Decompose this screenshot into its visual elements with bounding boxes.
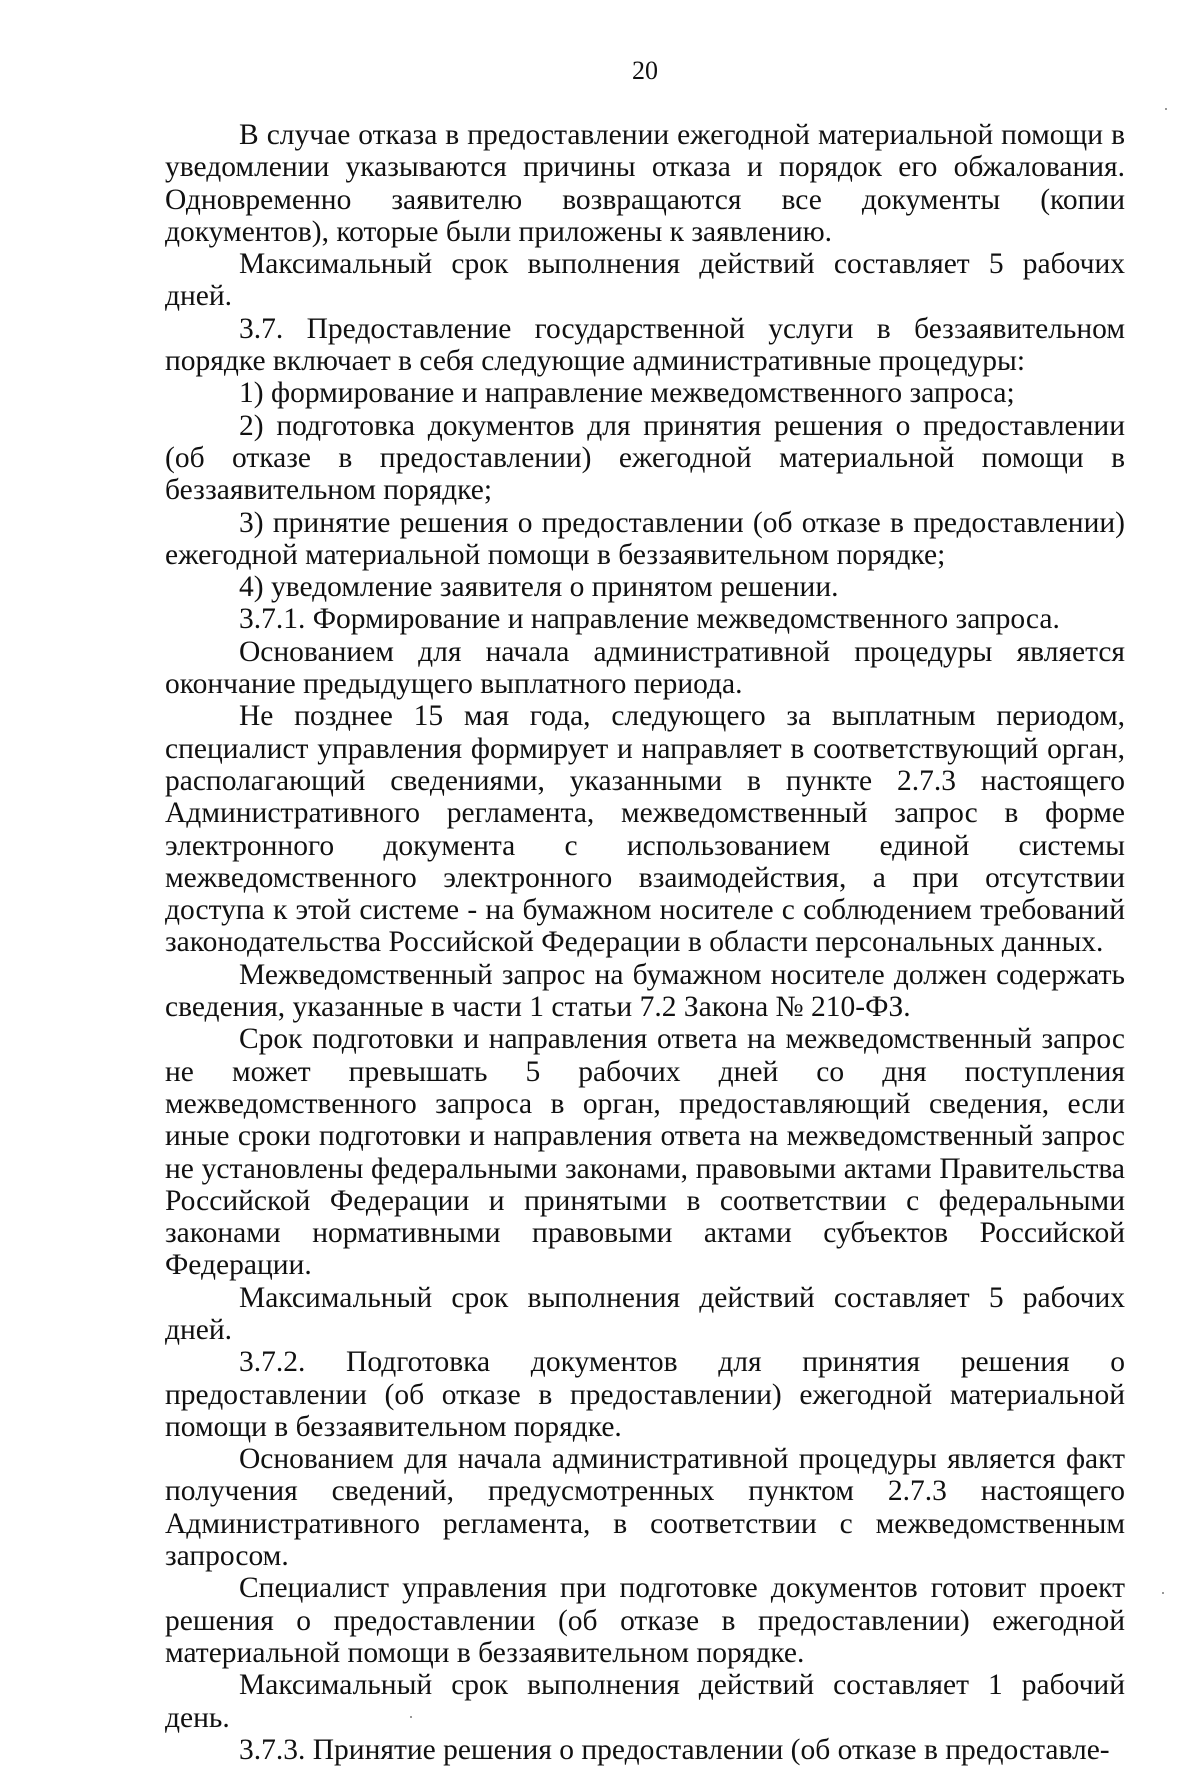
paragraph: Основанием для начала административной процедуры является факт получения сведений, предусмотренных пунктом 2.7.3 настоящего Административного регламента, в соответствии с межведомственным запросом. [165,1443,1125,1573]
list-item: 4) уведомление заявителя о принятом решении. [239,571,839,604]
paragraph: Максимальный срок выполнения действий составляет 5 рабочих дней. [165,248,1125,313]
list-item: 2) подготовка документов для принятия решения о предоставлении (об отказе в предоставлении) ежегодной материальной помощи в беззаявительном порядке; [165,409,1125,507]
section-heading: 3.7.2. Подготовка документов для принятия решения о предоставлении (об отказе в предоставлении) ежегодной материальной помощи в беззаявительном порядке. [165,1346,1125,1443]
paragraph: В случае отказа в предоставлении ежегодной материальной помощи в уведомлении указываются причины отказа и порядок его обжалования. Одновременно заявителю возвращаются все документы (копии документов), которые были приложены к заявлению. [165,119,1125,248]
paragraph: Специалист управления при подготовке документов готовит проект решения о предоставлении (об отказе в предоставлении) ежегодной материальной помощи в беззаявительном порядке. [165,1572,1125,1669]
section-heading: 3.7.1. Формирование и направление межведомственного запроса. [239,603,1060,636]
paragraph: Максимальный срок выполнения действий составляет 5 рабочих дней. [165,1281,1125,1346]
scan-speck [1162,1592,1164,1594]
document-body [165,119,1125,1766]
paragraph: 3.7. Предоставление государственной услуги в беззаявительном порядке включает в себя следующие административные процедуры: [165,312,1125,378]
paragraph: Не позднее 15 мая года, следующего за выплатным периодом, специалист управления формирует и направляет в соответствующий орган, располагающий сведениями, указанными в пункте 2.7.3 настоящего Административного регламента, межведомственный запрос в форме электронного документа с использованием единой системы межведомственного электронного взаимодействия, а при отсутствии доступа к этой системе - на бумажном носителе с соблюдением требований законодательства Российской Федерации в области персональных данных. [165,700,1125,959]
paragraph: Срок подготовки и направления ответа на межведомственный запрос не может превышать 5 рабочих дней со дня поступления межведомственного запроса в орган, предоставляющий сведения, если иные сроки подготовки и направления ответа на межведомственный запрос не установлены федеральными законами, правовыми актами Правительства Российской Федерации и принятыми в соответствии с федеральными законами нормативными правовыми актами субъектов Российской Федерации. [165,1023,1125,1282]
paragraph: Максимальный срок выполнения действий составляет 1 рабочий день. [165,1669,1125,1734]
list-item: 3) принятие решения о предоставлении (об отказе в предоставлении) ежегодной материальной помощи в беззаявительном порядке; [165,506,1125,571]
page-number: 20 [632,56,658,85]
list-item: 1) формирование и направление межведомственного запроса; [239,377,1015,410]
scan-speck [410,1716,412,1718]
scan-speck [1165,108,1167,110]
paragraph: Основанием для начала административной процедуры является окончание предыдущего выплатного периода. [165,635,1125,701]
paragraph: Межведомственный запрос на бумажном носителе должен содержать сведения, указанные в части 1 статьи 7.2 Закона № 210-ФЗ. [165,958,1125,1024]
section-heading: 3.7.3. Принятие решения о предоставлении (об отказе в предоставле- [239,1733,1110,1766]
